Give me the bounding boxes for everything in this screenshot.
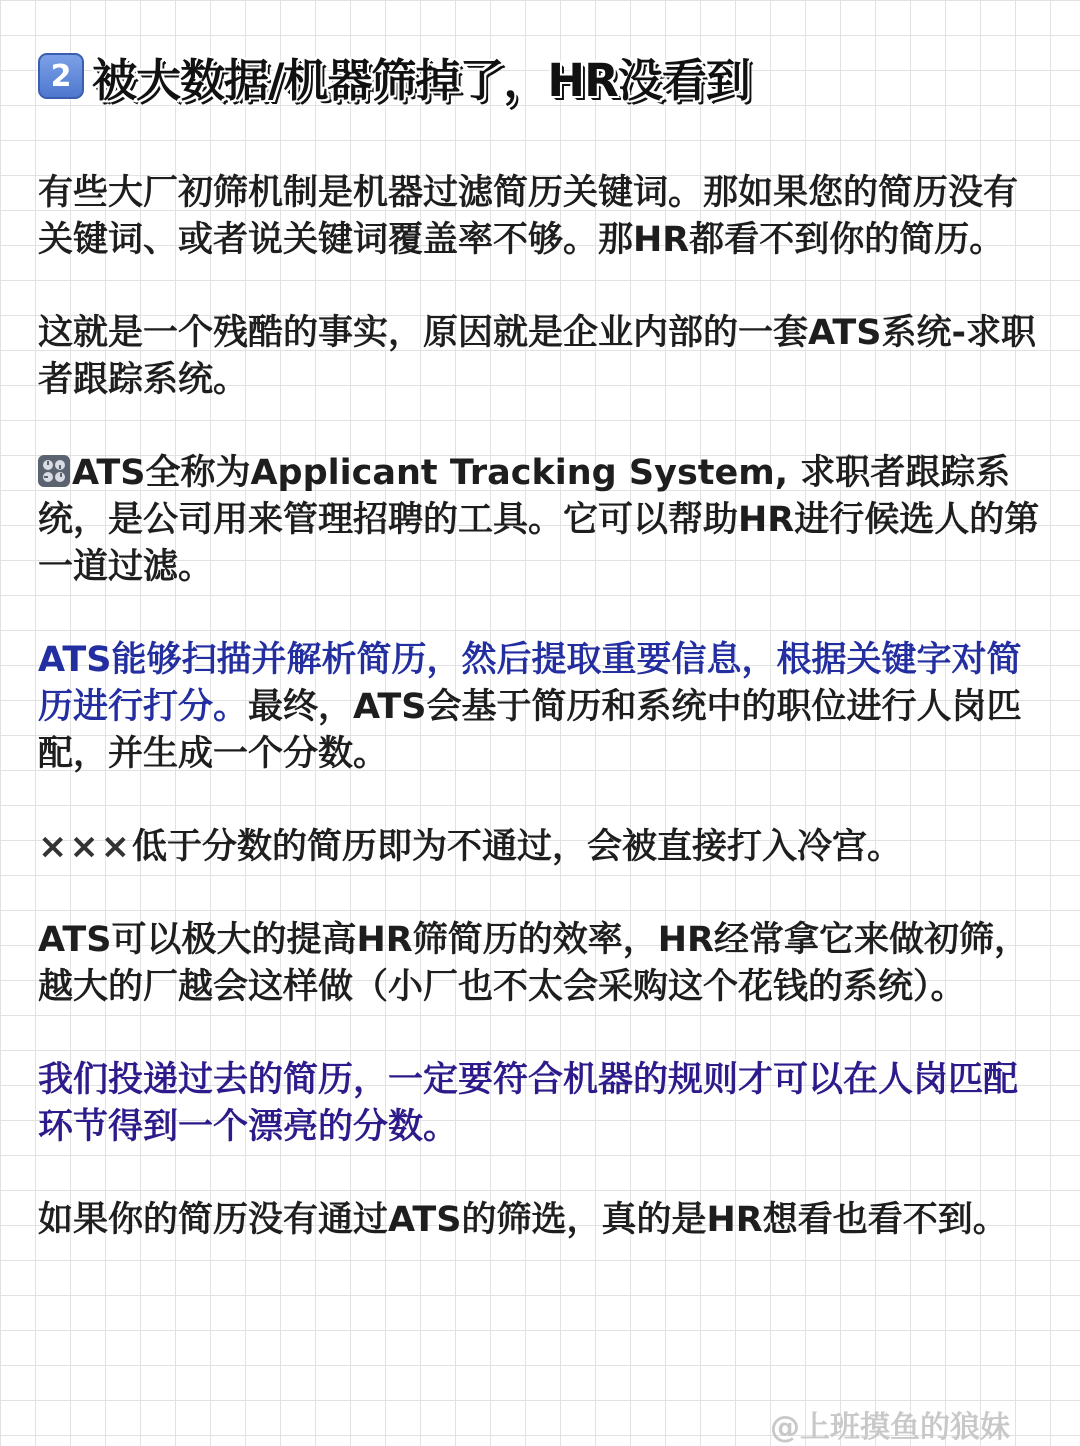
- cross-mark-icon: ×××: [38, 827, 132, 867]
- paragraph-rejection: [38, 824, 1048, 871]
- paragraph-conclusion: 如果你的简历没有通过ATS的筛选，真的是HR想看也看不到。: [38, 1200, 1008, 1240]
- ats-definition-text: ATS全称为Applicant Tracking System, 求职者跟踪系统，是公司用来管理招聘的工具。它可以帮助HR进行候选人的第一道过滤。: [38, 453, 1040, 587]
- author-watermark: @上班摸鱼的狼妹: [770, 1410, 1010, 1445]
- paragraph-keyword-filter: 有些大厂初筛机制是机器过滤简历关键词。那如果您的简历没有关键词、或者说关键词覆盖率不够。那HR都看不到你的简历。: [38, 173, 1019, 260]
- highlighted-text-blue: ATS能够扫描并解析简历，然后提取重要信息，根据关键字对简历进行打分。: [38, 640, 1022, 727]
- paragraph-cruel-fact: 这就是一个残酷的事实，原因就是企业内部的一套ATS系统-求职者跟踪系统。: [38, 313, 1036, 400]
- paragraph-ats-scoring: [38, 637, 1048, 778]
- control-knobs-icon: [38, 455, 70, 487]
- number-2-badge: 2: [38, 53, 84, 99]
- rejection-text: 低于分数的简历即为不通过，会被直接打入冷宫。: [131, 827, 902, 867]
- paragraph-highlight-rules: 我们投递过去的简历，一定要符合机器的规则才可以在人岗匹配环节得到一个漂亮的分数。: [38, 1060, 1019, 1147]
- paragraph-efficiency: ATS可以极大的提高HR筛简历的效率，HR经常拿它来做初筛，越大的厂越会这样做（小厂也不太会采购这个花钱的系统）。: [38, 920, 1029, 1007]
- heading-title: 被大数据/机器筛掉了，HR没看到: [92, 53, 750, 107]
- section-heading: [38, 40, 1048, 112]
- scoring-text: 最终，ATS会基于简历和系统中的职位进行人岗匹配，并生成一个分数。: [38, 687, 1022, 774]
- paragraph-ats-definition: [38, 450, 1048, 591]
- note-content: [38, 40, 1048, 1290]
